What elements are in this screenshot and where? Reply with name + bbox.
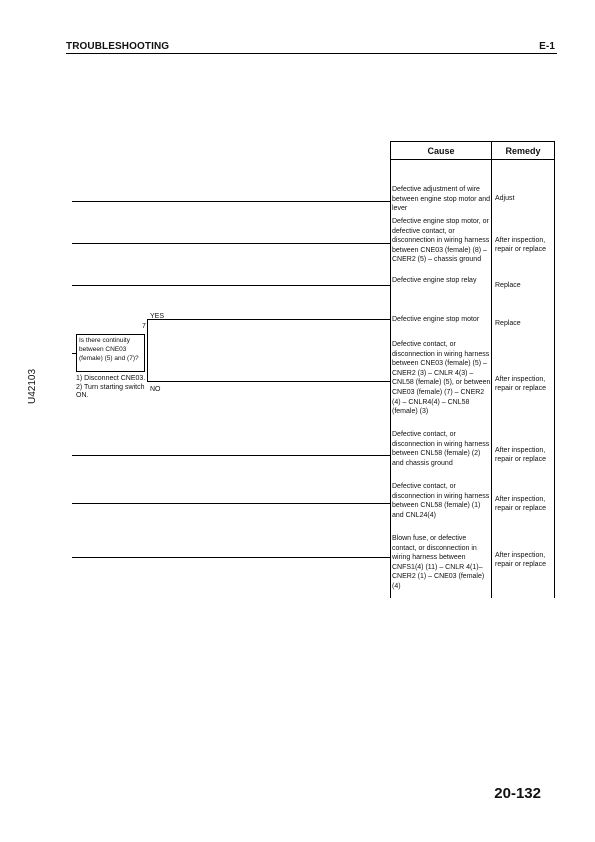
yes-label: YES [150,313,165,320]
remedy-cell: After inspection, repair or replace [495,447,546,463]
remedy-cell: After inspection, repair or replace [495,496,546,512]
section-code: E-1 [539,41,555,52]
row-leader-line [72,243,390,244]
cause-cell: Defective engine stop motor, or defective contact, or disconnection in wiring harness between CNE03 (female) (8) – CNER2 (5) – chassis ground [392,218,490,264]
cause-cell: Defective contact, or disconnection in wiring harness between CNE03 (female) (5) – CNER2 (3) – CNLR 4(3) – CNL58 (female) (5), or between CNE03 (female) (7) – CNER2 (4) – CNLR4(4) – CNL58 (female) (3) [392,341,491,416]
cause-cell: Defective engine stop motor [392,316,480,323]
row-leader-line [72,201,390,202]
remedy-cell: Adjust [495,195,515,202]
row-leader-line [72,503,390,504]
remedy-cell: After inspection, repair or replace [495,376,546,392]
cause-header: Cause [427,146,455,156]
header-rule [66,53,557,54]
question-number: 7 [142,323,146,330]
cause-cell: Defective contact, or disconnection in wiring harness between CNL58 (female) (1) and CNL24(4) [392,483,490,519]
decision-question: Is there continuity between CNE03 (female) (5) and (7)? [79,337,139,362]
remedy-cell: After inspection, repair or replace [495,237,546,253]
no-label: NO [150,386,161,393]
remedy-cell: After inspection, repair or replace [495,552,546,568]
row-leader-line [72,455,390,456]
yes-branch-line [147,319,390,320]
cause-cell: Blown fuse, or defective contact, or disconnection in wiring harness between CNFS1(4) (11) – CNLR 4(1)– CNER2 (1) – CNE03 (female) (4) [392,535,485,590]
step-item: 2) Turn starting switch ON. [76,383,145,399]
table-left-border [390,141,391,598]
remedy-cell: Replace [495,282,521,289]
table-top-border [390,141,555,142]
side-code: U42103 [27,368,38,404]
cause-cell: Defective adjustment of wire between engine stop motor and lever [392,186,491,213]
remedy-cell: Replace [495,320,521,327]
table-header-border [390,159,555,160]
step-item: 1) Disconnect CNE03. [76,375,146,382]
table-right-border [554,141,555,598]
page-number: 20-132 [494,785,541,802]
row-leader-line [72,557,390,558]
check-steps [76,375,148,401]
cause-cell: Defective engine stop relay [392,277,477,284]
row-leader-line [72,285,390,286]
section-title: TROUBLESHOOTING [66,41,170,52]
cause-cell: Defective contact, or disconnection in wiring harness between CNL58 (female) (2) and chassis ground [392,431,490,467]
branch-connector [147,319,148,381]
no-branch-line [147,381,390,382]
remedy-header: Remedy [505,146,541,156]
decision-box [76,334,145,372]
